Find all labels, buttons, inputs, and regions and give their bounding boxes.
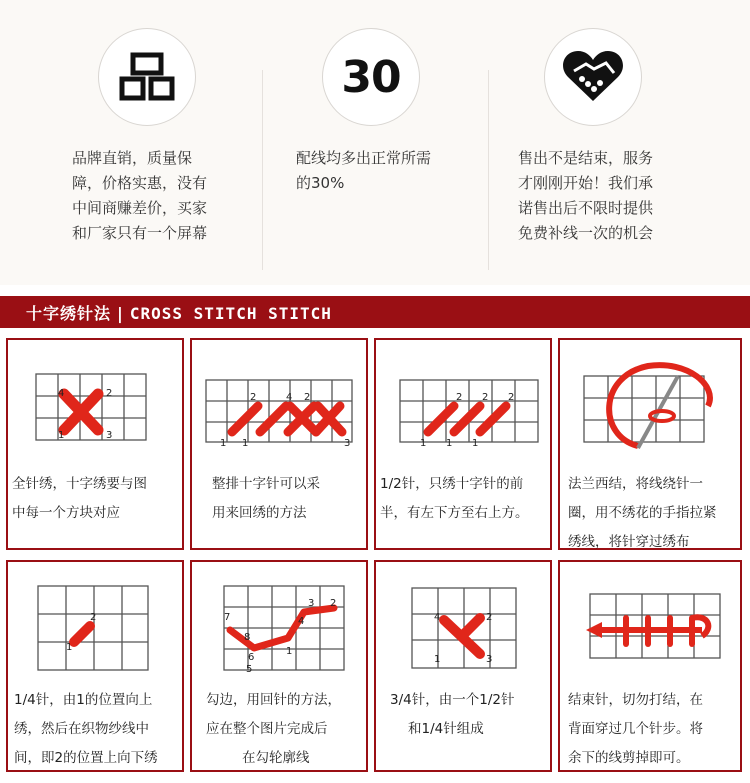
stitch-card-finishing: [558, 560, 742, 772]
finishing-stitch-illustration: [568, 568, 728, 684]
stitch-label: 2: [90, 612, 97, 623]
row-stitch-illustration: [200, 346, 360, 462]
feature-service: [518, 28, 668, 246]
three-quarter-stitch-illustration: [384, 568, 544, 684]
divider: [488, 70, 489, 270]
feature-text-line: 障，价格实惠，没有: [72, 174, 208, 192]
stitch-desc-line: 整排十字针可以采: [212, 476, 320, 492]
stitch-desc-line: 在勾轮廓线: [242, 750, 310, 766]
stitch-label: 1: [434, 654, 441, 665]
stitch-card-backstitch: [190, 560, 368, 772]
stitch-label: 3: [308, 598, 315, 609]
stitch-label: 1: [446, 438, 453, 449]
stitch-card-quarter: [6, 560, 184, 772]
stitch-label: 3: [344, 438, 351, 449]
stitch-desc-line: 圈，用不绣花的手指拉紧: [568, 505, 717, 521]
feature-text-line: 才刚刚开始！我们承: [518, 174, 654, 192]
feature-text-line: 配线均多出正常所需: [296, 149, 432, 167]
stitch-label: 4: [298, 616, 305, 627]
stitch-desc-line: 1/4针，由1的位置向上: [14, 692, 153, 708]
stitch-desc-line: 应在整个图片完成后: [206, 721, 328, 737]
stitch-label: 2: [304, 392, 311, 403]
stitch-desc-line: 用来回绣的方法: [212, 505, 307, 521]
stitch-grid: [6, 338, 744, 778]
stitch-desc-line: 结束针，切勿打结，在: [568, 692, 703, 708]
stitch-card-half: [374, 338, 552, 550]
stitch-card-french-knot: [558, 338, 742, 550]
number-30-icon: [322, 28, 420, 126]
stitch-desc-line: 绣线，将针穿过绣布: [568, 534, 690, 550]
stitch-desc-line: 勾边，用回针的方法，: [206, 692, 341, 708]
stitch-label: 4: [58, 388, 65, 399]
stitch-label: 2: [250, 392, 257, 403]
stitch-card-full: [6, 338, 184, 550]
stitch-label: 3: [486, 654, 493, 665]
banner-title-en: CROSS STITCH STITCH: [129, 304, 332, 323]
stitch-label: 4: [286, 392, 293, 403]
stitch-label: 7: [224, 612, 231, 623]
banner-separator: |: [117, 304, 124, 323]
backstitch-illustration: [200, 568, 360, 684]
stitch-desc-line: 1/2针，只绣十字针的前: [380, 476, 524, 492]
stitch-label: 2: [508, 392, 515, 403]
section-banner: [0, 296, 750, 328]
stitch-label: 1: [58, 430, 65, 441]
half-stitch-illustration: [384, 346, 544, 462]
stitch-label: 2: [106, 388, 113, 399]
stitch-desc-line: 绣，然后在织物纱线中: [14, 721, 149, 737]
stitch-label: 1: [286, 646, 293, 657]
stitch-desc-line: 全针绣，十字绣要与图: [12, 476, 147, 492]
full-stitch-illustration: [16, 346, 176, 462]
feature-text-line: 中间商赚差价，买家: [72, 199, 208, 217]
stitch-label: 3: [106, 430, 113, 441]
stitch-label: 6: [248, 652, 255, 663]
stitch-desc-line: 半，有左下方至右上方。: [380, 505, 529, 521]
stitch-desc-line: 间，即2的位置上向下绣: [14, 750, 158, 766]
feature-text-line: 的30%: [296, 174, 345, 192]
feature-text-line: 售出不是结束，服务: [518, 149, 654, 167]
stitch-label: 1: [472, 438, 479, 449]
stitch-label: 5: [246, 664, 253, 675]
feature-thread: [296, 28, 446, 196]
feature-text-line: 免费补线一次的机会: [518, 224, 654, 242]
feature-text-line: 品牌直销，质量保: [72, 149, 193, 167]
stitch-desc-line: 3/4针，由一个1/2针: [390, 692, 515, 708]
stitch-desc-line: 和1/4针组成: [408, 721, 484, 737]
stitch-label: 2: [482, 392, 489, 403]
stitch-label: 1: [66, 642, 73, 653]
banner-title: [26, 301, 332, 324]
stitch-desc-line: 背面穿过几个针步。将: [568, 721, 703, 737]
stitch-label: 1: [220, 438, 227, 449]
banner-title-cn: 十字绣针法: [26, 304, 112, 323]
stitch-label: 4: [434, 612, 441, 623]
stitch-label: 1: [242, 438, 249, 449]
stitch-label: 1: [420, 438, 427, 449]
product-quality-icon: [98, 28, 196, 126]
quarter-stitch-illustration: [16, 568, 176, 684]
stitch-label: 2: [456, 392, 463, 403]
handshake-heart-icon: [544, 28, 642, 126]
french-knot-illustration: [568, 346, 728, 462]
stitch-card-row: [190, 338, 368, 550]
divider: [262, 70, 263, 270]
stitch-label: 2: [486, 612, 493, 623]
stitch-label: 8: [244, 632, 251, 643]
stitch-card-three-quarter: [374, 560, 552, 772]
features-section: [0, 0, 750, 285]
feature-text-line: 和厂家只有一个屏幕: [72, 224, 208, 242]
stitch-desc-line: 余下的线剪掉即可。: [568, 750, 690, 766]
stitch-label: 2: [330, 598, 337, 609]
feature-text-line: 诺售出后不限时提供: [518, 199, 654, 217]
stitch-desc-line: 法兰西结，将线绕针一: [568, 476, 703, 492]
feature-quality: [72, 28, 222, 246]
number-30-text: 30: [341, 51, 401, 103]
stitch-desc-line: 中每一个方块对应: [12, 505, 120, 521]
